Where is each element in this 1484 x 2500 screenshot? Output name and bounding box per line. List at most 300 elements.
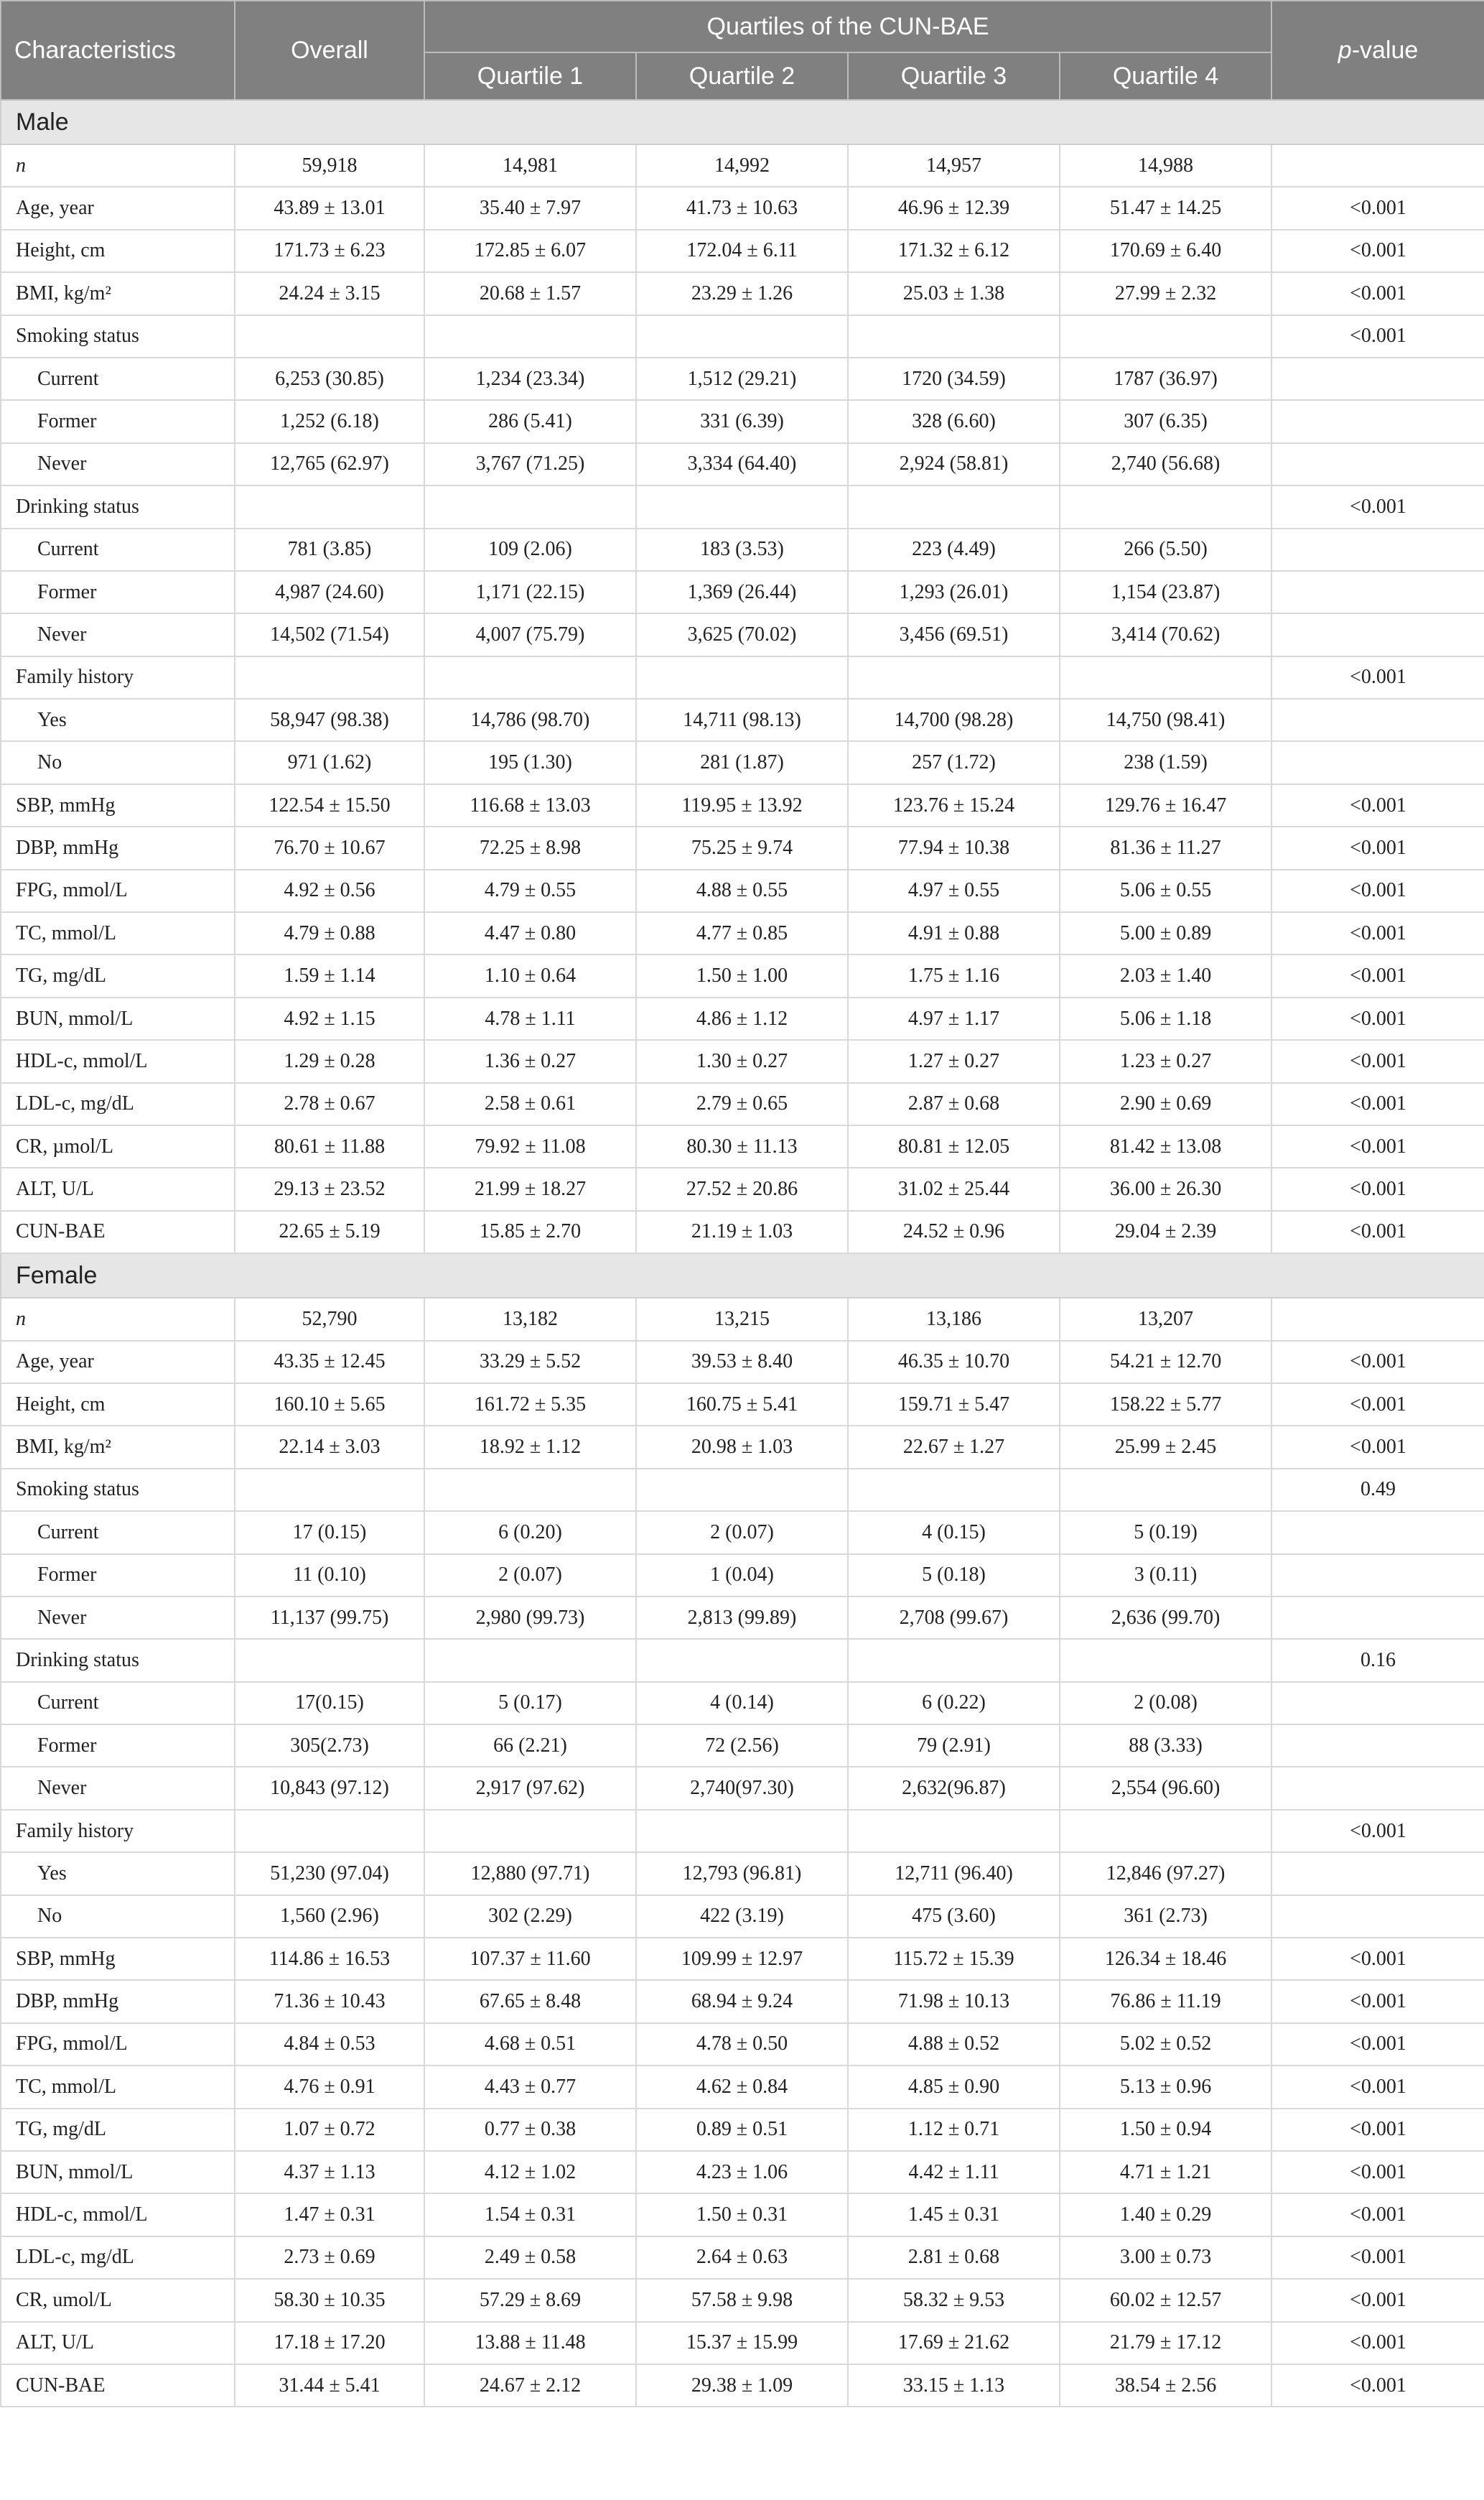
header-quartile-4: Quartile 4 bbox=[1060, 52, 1271, 100]
table-row bbox=[1, 144, 1484, 187]
cell-quartile-2: 2 (0.07) bbox=[636, 1511, 848, 1553]
cell-quartile-2: 183 (3.53) bbox=[636, 529, 848, 571]
table-row bbox=[1, 1083, 1484, 1125]
cell-quartile-3: 31.02 ± 25.44 bbox=[848, 1168, 1060, 1210]
cell-overall: 4.92 ± 1.15 bbox=[235, 998, 424, 1040]
row-label: No bbox=[1, 741, 235, 784]
row-label: CR, µmol/L bbox=[1, 1125, 235, 1168]
cell-overall bbox=[235, 485, 424, 528]
cell-p-value: <0.001 bbox=[1271, 272, 1484, 315]
cell-overall: 59,918 bbox=[235, 144, 424, 187]
row-label: CUN-BAE bbox=[1, 2364, 235, 2407]
section-header-row bbox=[1, 1253, 1484, 1298]
cell-p-value: <0.001 bbox=[1271, 1168, 1484, 1210]
cell-quartile-4: 51.47 ± 14.25 bbox=[1060, 187, 1271, 229]
table-row bbox=[1, 2322, 1484, 2364]
cell-overall: 4,987 (24.60) bbox=[235, 571, 424, 613]
cell-quartile-3: 4.42 ± 1.11 bbox=[848, 2151, 1060, 2193]
cell-quartile-1: 1.10 ± 0.64 bbox=[424, 954, 636, 997]
row-label: DBP, mmHg bbox=[1, 1980, 235, 2022]
row-label: FPG, mmol/L bbox=[1, 870, 235, 912]
cell-quartile-2 bbox=[636, 1469, 848, 1511]
cell-quartile-3: 1.27 ± 0.27 bbox=[848, 1040, 1060, 1082]
cell-quartile-3: 4.88 ± 0.52 bbox=[848, 2023, 1060, 2065]
cell-quartile-1: 2,917 (97.62) bbox=[424, 1767, 636, 1809]
table-row bbox=[1, 998, 1484, 1040]
cell-quartile-2: 4.78 ± 0.50 bbox=[636, 2023, 848, 2065]
cell-quartile-2: 1,369 (26.44) bbox=[636, 571, 848, 613]
row-label: Drinking status bbox=[1, 1639, 235, 1681]
cell-quartile-2: 1.50 ± 0.31 bbox=[636, 2193, 848, 2236]
cell-overall: 52,790 bbox=[235, 1298, 424, 1340]
table-body bbox=[1, 100, 1484, 2407]
cell-quartile-2: 4.62 ± 0.84 bbox=[636, 2065, 848, 2108]
cell-quartile-3: 58.32 ± 9.53 bbox=[848, 2279, 1060, 2321]
cell-quartile-4: 126.34 ± 18.46 bbox=[1060, 1938, 1271, 1980]
table-row bbox=[1, 443, 1484, 485]
section-title: Female bbox=[1, 1253, 1484, 1298]
cell-p-value: <0.001 bbox=[1271, 1125, 1484, 1168]
cell-quartile-3: 4.91 ± 0.88 bbox=[848, 912, 1060, 954]
cell-quartile-3: 2,632(96.87) bbox=[848, 1767, 1060, 1809]
cell-overall: 4.79 ± 0.88 bbox=[235, 912, 424, 954]
cell-p-value bbox=[1271, 358, 1484, 400]
cell-quartile-4: 1,154 (23.87) bbox=[1060, 571, 1271, 613]
row-label: Yes bbox=[1, 1852, 235, 1895]
cell-p-value: <0.001 bbox=[1271, 2151, 1484, 2193]
cell-quartile-2: 15.37 ± 15.99 bbox=[636, 2322, 848, 2364]
cell-quartile-1 bbox=[424, 1810, 636, 1852]
table-row bbox=[1, 912, 1484, 954]
cell-overall: 71.36 ± 10.43 bbox=[235, 1980, 424, 2022]
cell-overall bbox=[235, 1639, 424, 1681]
cell-overall: 11,137 (99.75) bbox=[235, 1597, 424, 1639]
cell-overall: 12,765 (62.97) bbox=[235, 443, 424, 485]
cell-quartile-4: 129.76 ± 16.47 bbox=[1060, 784, 1271, 827]
table-row bbox=[1, 1810, 1484, 1852]
row-label: SBP, mmHg bbox=[1, 1938, 235, 1980]
cell-quartile-2: 2,813 (99.89) bbox=[636, 1597, 848, 1639]
cell-quartile-2: 422 (3.19) bbox=[636, 1895, 848, 1938]
cell-quartile-2 bbox=[636, 485, 848, 528]
cell-quartile-4: 81.42 ± 13.08 bbox=[1060, 1125, 1271, 1168]
cell-quartile-4 bbox=[1060, 485, 1271, 528]
cell-p-value bbox=[1271, 1682, 1484, 1724]
cell-quartile-2: 1 (0.04) bbox=[636, 1554, 848, 1597]
cell-quartile-4: 1.40 ± 0.29 bbox=[1060, 2193, 1271, 2236]
cell-quartile-3: 12,711 (96.40) bbox=[848, 1852, 1060, 1895]
row-label: Former bbox=[1, 571, 235, 613]
cell-p-value: <0.001 bbox=[1271, 1040, 1484, 1082]
table-row bbox=[1, 230, 1484, 272]
cell-overall: 31.44 ± 5.41 bbox=[235, 2364, 424, 2407]
cell-overall: 11 (0.10) bbox=[235, 1554, 424, 1597]
cell-quartile-1: 4.43 ± 0.77 bbox=[424, 2065, 636, 2108]
cell-quartile-1: 1,234 (23.34) bbox=[424, 358, 636, 400]
cell-quartile-4: 81.36 ± 11.27 bbox=[1060, 827, 1271, 869]
cell-quartile-1: 24.67 ± 2.12 bbox=[424, 2364, 636, 2407]
table-row bbox=[1, 1597, 1484, 1639]
cell-quartile-3: 2.81 ± 0.68 bbox=[848, 2236, 1060, 2279]
row-label: Age, year bbox=[1, 1341, 235, 1383]
cell-quartile-2: 119.95 ± 13.92 bbox=[636, 784, 848, 827]
cell-overall: 17 (0.15) bbox=[235, 1511, 424, 1553]
table-header bbox=[1, 1, 1484, 100]
cell-overall: 76.70 ± 10.67 bbox=[235, 827, 424, 869]
cell-quartile-2: 109.99 ± 12.97 bbox=[636, 1938, 848, 1980]
table-row bbox=[1, 1852, 1484, 1895]
cell-quartile-2: 68.94 ± 9.24 bbox=[636, 1980, 848, 2022]
cell-p-value: <0.001 bbox=[1271, 827, 1484, 869]
row-label: FPG, mmol/L bbox=[1, 2023, 235, 2065]
cell-quartile-2: 27.52 ± 20.86 bbox=[636, 1168, 848, 1210]
cell-p-value: <0.001 bbox=[1271, 1341, 1484, 1383]
cell-p-value: <0.001 bbox=[1271, 2193, 1484, 2236]
cell-quartile-4: 2,636 (99.70) bbox=[1060, 1597, 1271, 1639]
cell-quartile-3: 79 (2.91) bbox=[848, 1724, 1060, 1767]
cell-quartile-1: 195 (1.30) bbox=[424, 741, 636, 784]
row-label: TC, mmol/L bbox=[1, 912, 235, 954]
table-row bbox=[1, 272, 1484, 315]
cell-overall: 160.10 ± 5.65 bbox=[235, 1383, 424, 1426]
row-label: CUN-BAE bbox=[1, 1211, 235, 1253]
cell-quartile-4: 5.06 ± 1.18 bbox=[1060, 998, 1271, 1040]
cell-quartile-1: 4.12 ± 1.02 bbox=[424, 2151, 636, 2193]
cell-p-value: <0.001 bbox=[1271, 1426, 1484, 1468]
table-row bbox=[1, 1767, 1484, 1809]
cell-quartile-4: 27.99 ± 2.32 bbox=[1060, 272, 1271, 315]
table-row bbox=[1, 2193, 1484, 2236]
cell-p-value bbox=[1271, 1511, 1484, 1553]
cell-quartile-3: 46.35 ± 10.70 bbox=[848, 1341, 1060, 1383]
cell-quartile-3: 1.45 ± 0.31 bbox=[848, 2193, 1060, 2236]
cell-quartile-3: 24.52 ± 0.96 bbox=[848, 1211, 1060, 1253]
table-row bbox=[1, 2023, 1484, 2065]
cell-overall: 1,560 (2.96) bbox=[235, 1895, 424, 1938]
table-row bbox=[1, 1682, 1484, 1724]
row-label: BUN, mmol/L bbox=[1, 2151, 235, 2193]
table-row bbox=[1, 1895, 1484, 1938]
cell-quartile-2: 80.30 ± 11.13 bbox=[636, 1125, 848, 1168]
cell-p-value bbox=[1271, 1767, 1484, 1809]
cell-overall: 51,230 (97.04) bbox=[235, 1852, 424, 1895]
cell-quartile-4: 54.21 ± 12.70 bbox=[1060, 1341, 1271, 1383]
cell-quartile-1 bbox=[424, 485, 636, 528]
row-label: Height, cm bbox=[1, 1383, 235, 1426]
cell-quartile-1: 57.29 ± 8.69 bbox=[424, 2279, 636, 2321]
cell-quartile-3: 159.71 ± 5.47 bbox=[848, 1383, 1060, 1426]
cell-quartile-3 bbox=[848, 485, 1060, 528]
row-label: CR, umol/L bbox=[1, 2279, 235, 2321]
cell-quartile-1: 72.25 ± 8.98 bbox=[424, 827, 636, 869]
cell-quartile-1: 172.85 ± 6.07 bbox=[424, 230, 636, 272]
cell-p-value bbox=[1271, 443, 1484, 485]
cell-quartile-2 bbox=[636, 1639, 848, 1681]
cell-quartile-1: 15.85 ± 2.70 bbox=[424, 1211, 636, 1253]
cell-quartile-3: 328 (6.60) bbox=[848, 400, 1060, 442]
cell-quartile-1: 4,007 (75.79) bbox=[424, 613, 636, 656]
table-row bbox=[1, 613, 1484, 656]
header-quartiles-group: Quartiles of the CUN-BAE bbox=[424, 1, 1271, 52]
cell-quartile-1: 2 (0.07) bbox=[424, 1554, 636, 1597]
cell-overall: 58,947 (98.38) bbox=[235, 699, 424, 741]
row-label: ALT, U/L bbox=[1, 2322, 235, 2364]
cell-quartile-2: 29.38 ± 1.09 bbox=[636, 2364, 848, 2407]
row-label: Former bbox=[1, 1724, 235, 1767]
cell-p-value bbox=[1271, 1852, 1484, 1895]
cell-overall: 4.84 ± 0.53 bbox=[235, 2023, 424, 2065]
row-label: Current bbox=[1, 1682, 235, 1724]
row-label: TG, mg/dL bbox=[1, 2109, 235, 2151]
cell-overall bbox=[235, 315, 424, 358]
cell-quartile-4: 5 (0.19) bbox=[1060, 1511, 1271, 1553]
cell-quartile-3: 4.85 ± 0.90 bbox=[848, 2065, 1060, 2108]
cell-quartile-1: 35.40 ± 7.97 bbox=[424, 187, 636, 229]
cell-quartile-2: 331 (6.39) bbox=[636, 400, 848, 442]
cell-overall: 4.76 ± 0.91 bbox=[235, 2065, 424, 2108]
cell-quartile-3: 22.67 ± 1.27 bbox=[848, 1426, 1060, 1468]
cell-quartile-3: 4 (0.15) bbox=[848, 1511, 1060, 1553]
table-row bbox=[1, 656, 1484, 699]
table-row bbox=[1, 870, 1484, 912]
cell-overall: 6,253 (30.85) bbox=[235, 358, 424, 400]
table-row bbox=[1, 1511, 1484, 1553]
cell-p-value bbox=[1271, 699, 1484, 741]
row-label: Former bbox=[1, 1554, 235, 1597]
cell-quartile-2: 4.77 ± 0.85 bbox=[636, 912, 848, 954]
cell-quartile-1: 5 (0.17) bbox=[424, 1682, 636, 1724]
cell-quartile-1: 14,786 (98.70) bbox=[424, 699, 636, 741]
cell-p-value bbox=[1271, 144, 1484, 187]
table-row bbox=[1, 358, 1484, 400]
cell-p-value bbox=[1271, 1895, 1484, 1938]
cell-quartile-2: 160.75 ± 5.41 bbox=[636, 1383, 848, 1426]
cell-overall: 1,252 (6.18) bbox=[235, 400, 424, 442]
cell-p-value bbox=[1271, 1298, 1484, 1340]
table-row bbox=[1, 1938, 1484, 1980]
table-row bbox=[1, 571, 1484, 613]
cell-quartile-1: 1,171 (22.15) bbox=[424, 571, 636, 613]
cell-quartile-1: 18.92 ± 1.12 bbox=[424, 1426, 636, 1468]
row-label: Never bbox=[1, 1597, 235, 1639]
cell-overall: 1.47 ± 0.31 bbox=[235, 2193, 424, 2236]
header-overall: Overall bbox=[235, 1, 424, 100]
cell-quartile-4: 14,750 (98.41) bbox=[1060, 699, 1271, 741]
cell-p-value: 0.16 bbox=[1271, 1639, 1484, 1681]
cell-overall: 1.07 ± 0.72 bbox=[235, 2109, 424, 2151]
row-label: Never bbox=[1, 443, 235, 485]
cell-p-value: <0.001 bbox=[1271, 954, 1484, 997]
cell-quartile-2: 3,334 (64.40) bbox=[636, 443, 848, 485]
cell-quartile-2: 20.98 ± 1.03 bbox=[636, 1426, 848, 1468]
cell-quartile-1: 109 (2.06) bbox=[424, 529, 636, 571]
cell-quartile-3: 223 (4.49) bbox=[848, 529, 1060, 571]
cell-p-value bbox=[1271, 613, 1484, 656]
table-row bbox=[1, 954, 1484, 997]
cell-quartile-1: 4.79 ± 0.55 bbox=[424, 870, 636, 912]
cell-p-value: <0.001 bbox=[1271, 2322, 1484, 2364]
cell-quartile-2: 13,215 bbox=[636, 1298, 848, 1340]
cell-quartile-3: 4.97 ± 0.55 bbox=[848, 870, 1060, 912]
cell-quartile-2: 3,625 (70.02) bbox=[636, 613, 848, 656]
cell-quartile-2 bbox=[636, 315, 848, 358]
cell-quartile-4 bbox=[1060, 656, 1271, 699]
cell-p-value: <0.001 bbox=[1271, 1383, 1484, 1426]
cell-p-value: <0.001 bbox=[1271, 870, 1484, 912]
table-row bbox=[1, 1298, 1484, 1340]
cell-quartile-4: 25.99 ± 2.45 bbox=[1060, 1426, 1271, 1468]
cell-quartile-3: 2,924 (58.81) bbox=[848, 443, 1060, 485]
cell-quartile-3: 1,293 (26.01) bbox=[848, 571, 1060, 613]
cell-quartile-1: 107.37 ± 11.60 bbox=[424, 1938, 636, 1980]
row-label: DBP, mmHg bbox=[1, 827, 235, 869]
table-row bbox=[1, 1426, 1484, 1468]
cell-quartile-3: 2.87 ± 0.68 bbox=[848, 1083, 1060, 1125]
cell-quartile-3: 1.75 ± 1.16 bbox=[848, 954, 1060, 997]
cell-quartile-3: 1.12 ± 0.71 bbox=[848, 2109, 1060, 2151]
cell-quartile-2: 4.86 ± 1.12 bbox=[636, 998, 848, 1040]
cell-quartile-2: 2.79 ± 0.65 bbox=[636, 1083, 848, 1125]
cell-quartile-1 bbox=[424, 1639, 636, 1681]
cell-quartile-4: 2 (0.08) bbox=[1060, 1682, 1271, 1724]
cell-quartile-3: 123.76 ± 15.24 bbox=[848, 784, 1060, 827]
row-label: Family history bbox=[1, 656, 235, 699]
cell-p-value: 0.49 bbox=[1271, 1469, 1484, 1511]
cell-quartile-3: 14,957 bbox=[848, 144, 1060, 187]
cell-quartile-2 bbox=[636, 656, 848, 699]
row-label: Former bbox=[1, 400, 235, 442]
cell-quartile-1: 0.77 ± 0.38 bbox=[424, 2109, 636, 2151]
cell-overall: 305(2.73) bbox=[235, 1724, 424, 1767]
cell-p-value: <0.001 bbox=[1271, 2109, 1484, 2151]
cell-quartile-4: 3.00 ± 0.73 bbox=[1060, 2236, 1271, 2279]
row-label: Yes bbox=[1, 699, 235, 741]
cell-p-value: <0.001 bbox=[1271, 656, 1484, 699]
section-header-row bbox=[1, 100, 1484, 144]
cell-overall bbox=[235, 1810, 424, 1852]
table-row bbox=[1, 1724, 1484, 1767]
table-row bbox=[1, 2151, 1484, 2193]
cell-quartile-3: 2,708 (99.67) bbox=[848, 1597, 1060, 1639]
cell-quartile-3: 257 (1.72) bbox=[848, 741, 1060, 784]
header-quartile-2: Quartile 2 bbox=[636, 52, 848, 100]
row-label: Family history bbox=[1, 1810, 235, 1852]
cell-quartile-4: 1787 (36.97) bbox=[1060, 358, 1271, 400]
cell-quartile-1: 302 (2.29) bbox=[424, 1895, 636, 1938]
cell-overall: 17.18 ± 17.20 bbox=[235, 2322, 424, 2364]
cell-quartile-1: 1.36 ± 0.27 bbox=[424, 1040, 636, 1082]
table-row bbox=[1, 1554, 1484, 1597]
cell-quartile-4: 2,554 (96.60) bbox=[1060, 1767, 1271, 1809]
cell-quartile-4: 266 (5.50) bbox=[1060, 529, 1271, 571]
header-p-letter: p bbox=[1338, 36, 1352, 64]
section-title: Male bbox=[1, 100, 1484, 144]
cell-quartile-4: 1.23 ± 0.27 bbox=[1060, 1040, 1271, 1082]
cell-p-value: <0.001 bbox=[1271, 998, 1484, 1040]
row-label: HDL-c, mmol/L bbox=[1, 2193, 235, 2236]
header-p-value bbox=[1271, 1, 1484, 100]
cell-p-value: <0.001 bbox=[1271, 1810, 1484, 1852]
cell-quartile-2: 4 (0.14) bbox=[636, 1682, 848, 1724]
cell-quartile-1: 1.54 ± 0.31 bbox=[424, 2193, 636, 2236]
cell-p-value: <0.001 bbox=[1271, 1938, 1484, 1980]
cell-p-value: <0.001 bbox=[1271, 912, 1484, 954]
cell-quartile-3 bbox=[848, 656, 1060, 699]
cell-quartile-4: 12,846 (97.27) bbox=[1060, 1852, 1271, 1895]
cell-quartile-4 bbox=[1060, 1639, 1271, 1681]
row-label: Current bbox=[1, 529, 235, 571]
table-row bbox=[1, 784, 1484, 827]
cell-quartile-3: 1720 (34.59) bbox=[848, 358, 1060, 400]
row-label: No bbox=[1, 1895, 235, 1938]
cell-p-value: <0.001 bbox=[1271, 2065, 1484, 2108]
table-row bbox=[1, 187, 1484, 229]
table-row bbox=[1, 1040, 1484, 1082]
cell-quartile-4: 5.00 ± 0.89 bbox=[1060, 912, 1271, 954]
cell-quartile-1: 2.49 ± 0.58 bbox=[424, 2236, 636, 2279]
cell-quartile-1: 79.92 ± 11.08 bbox=[424, 1125, 636, 1168]
cell-quartile-2: 0.89 ± 0.51 bbox=[636, 2109, 848, 2151]
cell-overall: 2.73 ± 0.69 bbox=[235, 2236, 424, 2279]
table-row bbox=[1, 1469, 1484, 1511]
cell-quartile-2: 12,793 (96.81) bbox=[636, 1852, 848, 1895]
cell-quartile-2 bbox=[636, 1810, 848, 1852]
cell-quartile-3: 13,186 bbox=[848, 1298, 1060, 1340]
cell-p-value: <0.001 bbox=[1271, 2364, 1484, 2407]
cell-quartile-3: 5 (0.18) bbox=[848, 1554, 1060, 1597]
table-row bbox=[1, 1341, 1484, 1383]
cell-quartile-1: 2.58 ± 0.61 bbox=[424, 1083, 636, 1125]
cell-overall: 14,502 (71.54) bbox=[235, 613, 424, 656]
row-label: Smoking status bbox=[1, 315, 235, 358]
table-row bbox=[1, 2109, 1484, 2151]
table-row bbox=[1, 741, 1484, 784]
header-p-suffix: -value bbox=[1351, 36, 1419, 64]
cell-quartile-4: 76.86 ± 11.19 bbox=[1060, 1980, 1271, 2022]
cell-p-value: <0.001 bbox=[1271, 2236, 1484, 2279]
cell-quartile-3: 171.32 ± 6.12 bbox=[848, 230, 1060, 272]
cell-quartile-4: 21.79 ± 17.12 bbox=[1060, 2322, 1271, 2364]
cell-quartile-4: 170.69 ± 6.40 bbox=[1060, 230, 1271, 272]
cell-quartile-3: 25.03 ± 1.38 bbox=[848, 272, 1060, 315]
cell-p-value bbox=[1271, 741, 1484, 784]
cell-quartile-4: 361 (2.73) bbox=[1060, 1895, 1271, 1938]
row-label: BMI, kg/m² bbox=[1, 272, 235, 315]
cell-overall: 43.35 ± 12.45 bbox=[235, 1341, 424, 1383]
cell-overall: 10,843 (97.12) bbox=[235, 1767, 424, 1809]
cell-quartile-4: 36.00 ± 26.30 bbox=[1060, 1168, 1271, 1210]
cell-overall: 1.59 ± 1.14 bbox=[235, 954, 424, 997]
cell-quartile-2: 2.64 ± 0.63 bbox=[636, 2236, 848, 2279]
cell-quartile-3 bbox=[848, 1639, 1060, 1681]
cell-quartile-4: 238 (1.59) bbox=[1060, 741, 1271, 784]
row-label: n bbox=[1, 144, 235, 187]
cell-p-value: <0.001 bbox=[1271, 784, 1484, 827]
cell-quartile-4: 2.90 ± 0.69 bbox=[1060, 1083, 1271, 1125]
cell-overall: 22.14 ± 3.03 bbox=[235, 1426, 424, 1468]
cell-overall: 80.61 ± 11.88 bbox=[235, 1125, 424, 1168]
row-label: BUN, mmol/L bbox=[1, 998, 235, 1040]
cell-overall: 114.86 ± 16.53 bbox=[235, 1938, 424, 1980]
cell-overall bbox=[235, 1469, 424, 1511]
cell-quartile-3 bbox=[848, 315, 1060, 358]
cell-quartile-4: 88 (3.33) bbox=[1060, 1724, 1271, 1767]
table-row bbox=[1, 2065, 1484, 2108]
cell-quartile-1: 2,980 (99.73) bbox=[424, 1597, 636, 1639]
cell-quartile-2: 14,992 bbox=[636, 144, 848, 187]
cell-quartile-2: 23.29 ± 1.26 bbox=[636, 272, 848, 315]
cell-overall: 4.92 ± 0.56 bbox=[235, 870, 424, 912]
